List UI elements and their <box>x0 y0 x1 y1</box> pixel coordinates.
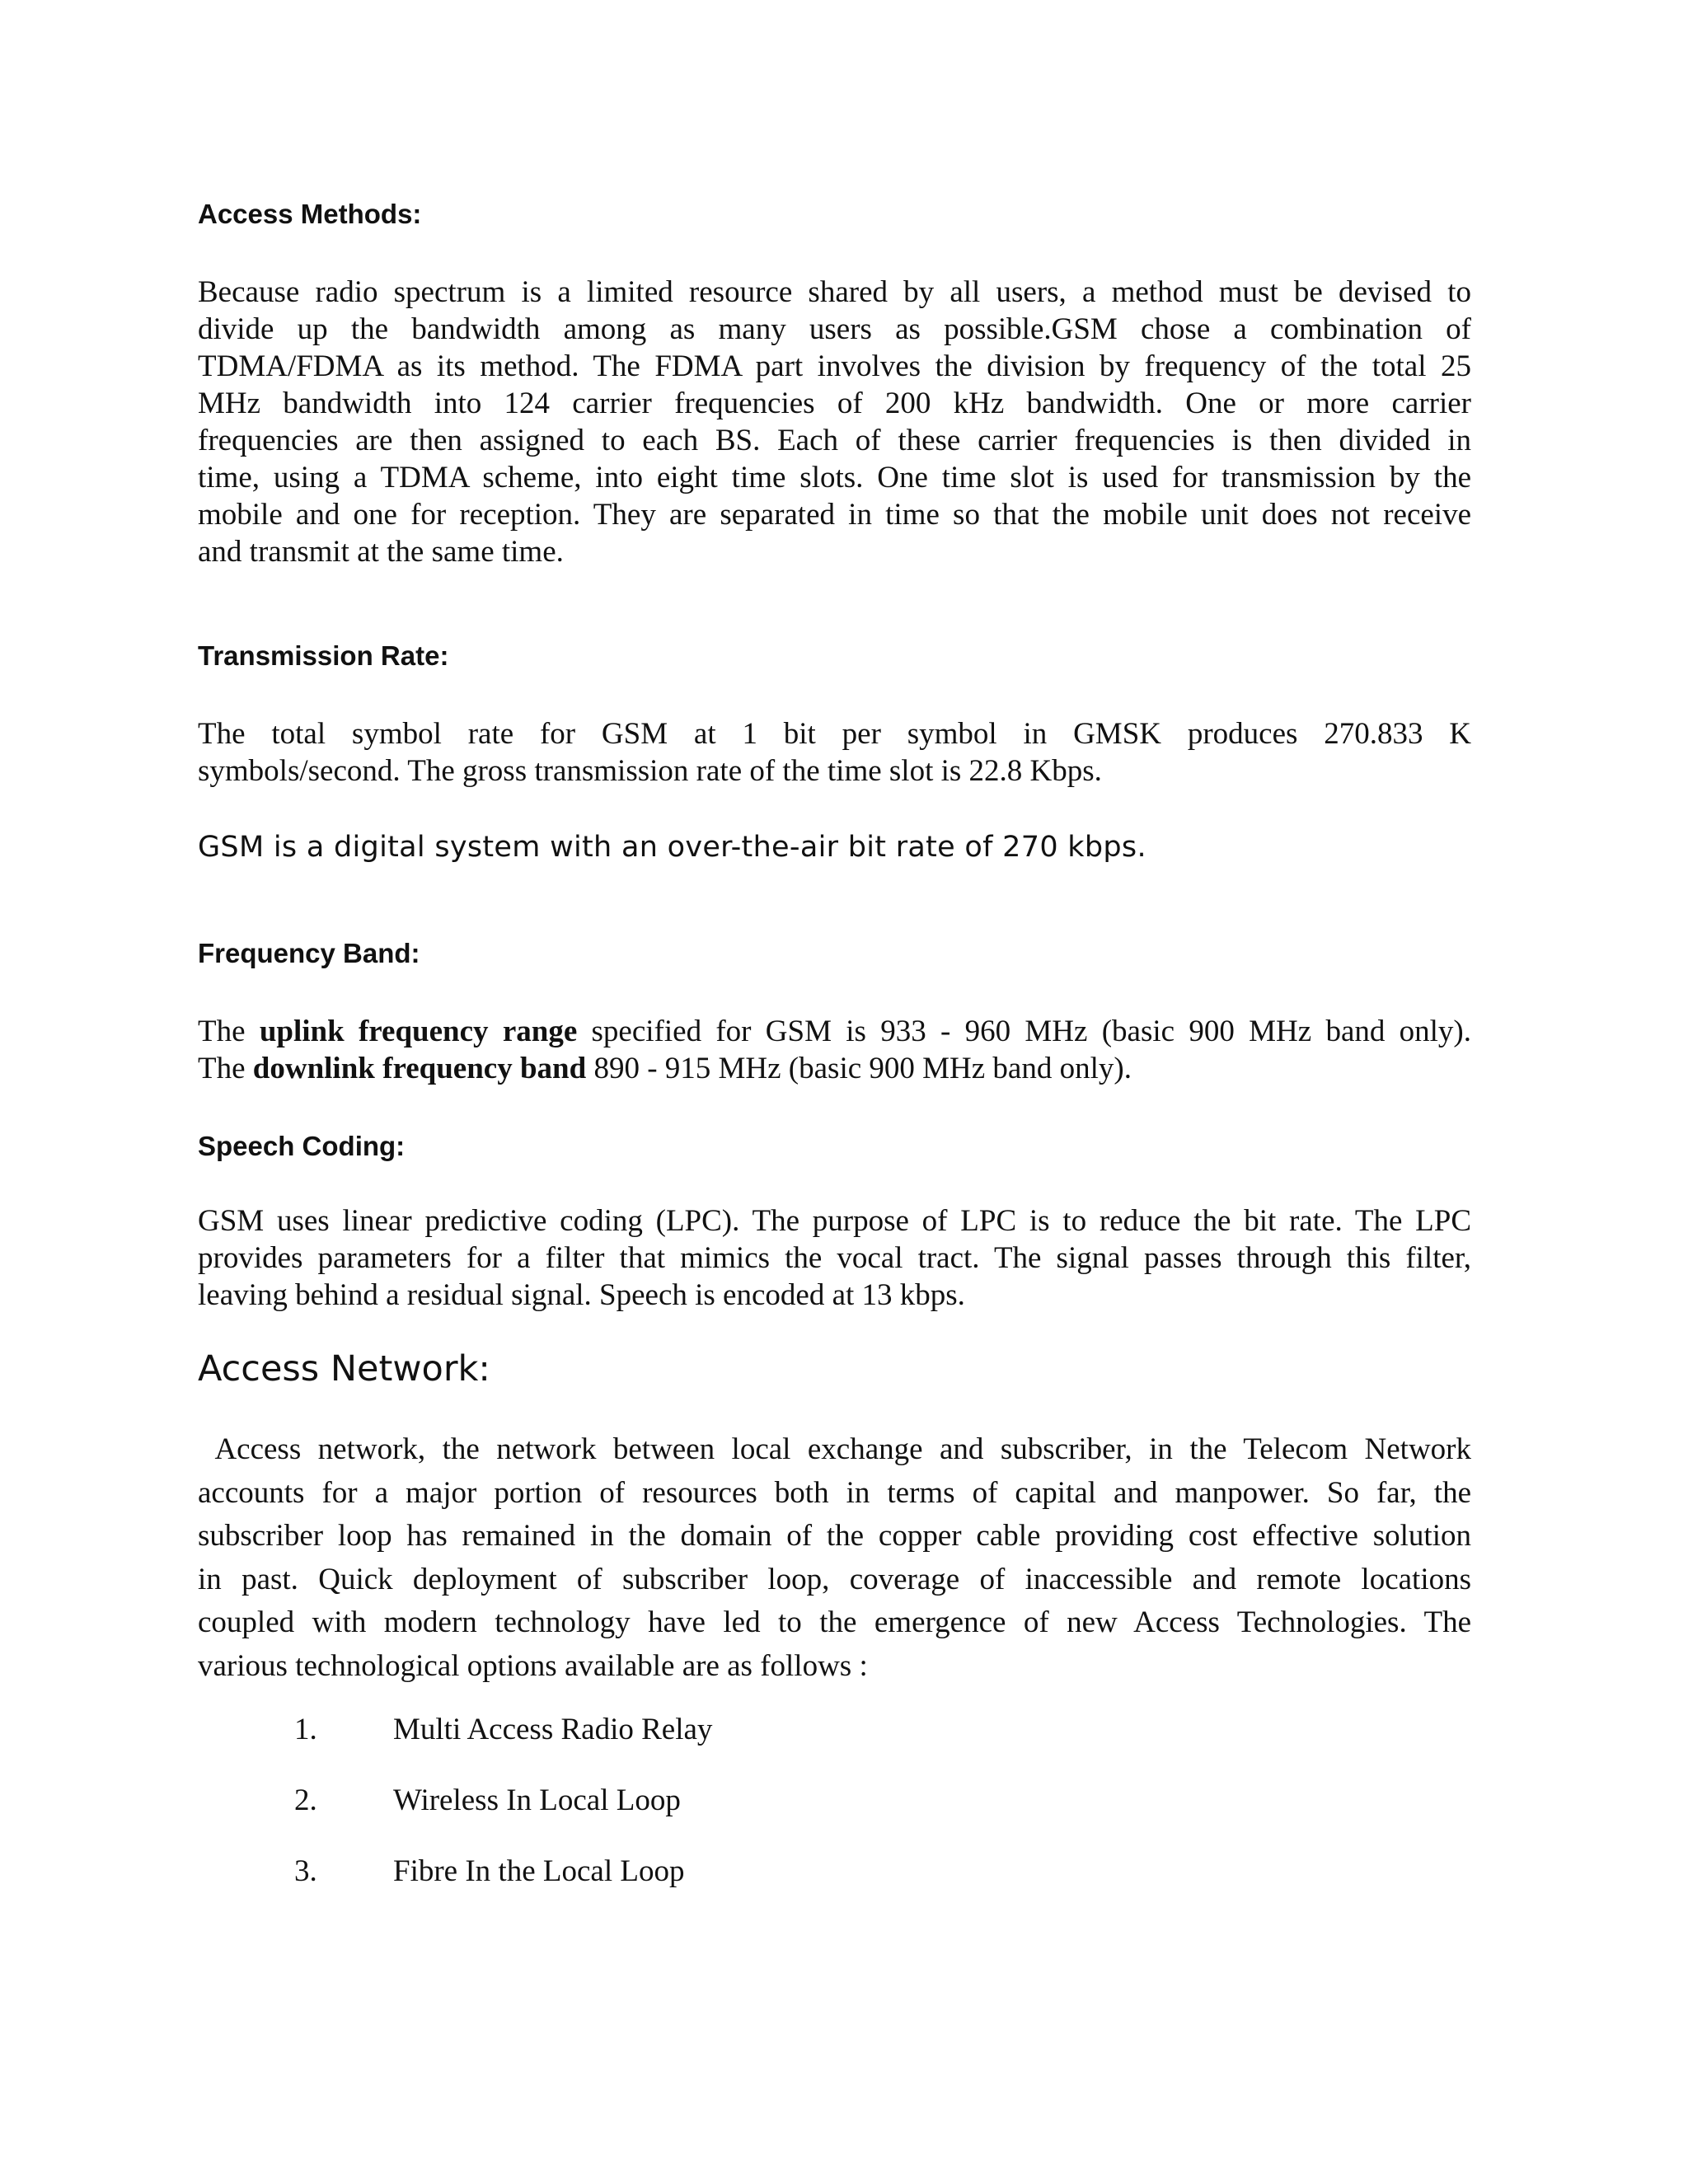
paragraph-line: Access network, the network between local exchange and subscriber, in the Telecom Network <box>198 1432 1472 1466</box>
uplink-term: uplink frequency range <box>259 1015 578 1048</box>
transmission-rate-paragraph <box>198 715 1471 790</box>
transmission-rate-heading: Transmission Rate: <box>198 640 449 671</box>
paragraph-line: frequencies are then assigned to each BS. Each of these carrier frequencies is then divided in <box>198 424 1471 457</box>
paragraph-line: mobile and one for reception. They are separated in time so that the mobile unit does not receive <box>198 498 1471 532</box>
paragraph-line: subscriber loop has remained in the domain of the copper cable providing cost effective solution <box>198 1519 1471 1553</box>
list-item-text: Fibre In the Local Loop <box>393 1854 685 1888</box>
text-segment: The <box>198 1015 260 1048</box>
frequency-band-heading: Frequency Band: <box>198 938 420 968</box>
paragraph-line: The total symbol rate for GSM at 1 bit per symbol in GMSK produces 270.833 K <box>198 717 1471 751</box>
access-network-heading: Access Network: <box>198 1348 490 1390</box>
paragraph-line: MHz bandwidth into 124 carrier frequencies of 200 kHz bandwidth. One or more carrier <box>198 387 1471 420</box>
frequency-band-paragraph <box>198 1013 1471 1087</box>
text-segment: The <box>198 1052 253 1085</box>
paragraph-line: provides parameters for a filter that mimics the vocal tract. The signal passes through this filter, <box>198 1241 1471 1275</box>
paragraph-line: Because radio spectrum is a limited resource shared by all users, a method must be devised to <box>198 275 1471 309</box>
paragraph-line: TDMA/FDMA as its method. The FDMA part involves the division by frequency of the total 25 <box>198 349 1471 383</box>
speech-coding-paragraph <box>198 1202 1471 1314</box>
list-item-text: Multi Access Radio Relay <box>393 1713 713 1746</box>
paragraph-line: time, using a TDMA scheme, into eight time slots. One time slot is used for transmission by the <box>198 461 1471 494</box>
paragraph-line: coupled with modern technology have led to the emergence of new Access Technologies. The <box>198 1605 1471 1639</box>
speech-coding-heading: Speech Coding: <box>198 1131 406 1161</box>
downlink-line <box>198 1050 1471 1087</box>
paragraph-line: symbols/second. The gross transmission rate of the time slot is 22.8 Kbps. <box>198 754 1102 788</box>
downlink-term: downlink frequency band <box>252 1052 587 1085</box>
text-segment: 890 - 915 MHz (basic 900 MHz band only). <box>586 1052 1132 1085</box>
paragraph-line: various technological options available are as follows : <box>198 1648 868 1683</box>
paragraph-line: accounts for a major portion of resources both in terms of capital and manpower. So far, the <box>198 1475 1471 1510</box>
access-network-paragraph <box>198 1428 1471 1688</box>
paragraph-line: leaving behind a residual signal. Speech is encoded at 13 kbps. <box>198 1278 965 1312</box>
list-item-number: 1. <box>294 1713 317 1746</box>
paragraph-line: in past. Quick deployment of subscriber loop, coverage of inaccessible and remote locations <box>198 1562 1471 1596</box>
paragraph-line: GSM uses linear predictive coding (LPC). The purpose of LPC is to reduce the bit rate. The LPC <box>198 1204 1471 1238</box>
list-item-number: 2. <box>294 1783 317 1817</box>
uplink-line <box>198 1013 1471 1050</box>
access-methods-heading: Access Methods: <box>198 199 422 229</box>
gsm-bit-rate-statement: GSM is a digital system with an over-the-air bit rate of 270 kbps. <box>198 831 1146 864</box>
list-item-text: Wireless In Local Loop <box>393 1783 681 1817</box>
list-item-number: 3. <box>294 1854 317 1888</box>
text-segment: specified for GSM is 933 - 960 MHz (basic 900 MHz band only). <box>577 1015 1471 1048</box>
access-methods-paragraph <box>198 274 1471 570</box>
paragraph-line: divide up the bandwidth among as many users as possible.GSM chose a combination of <box>198 312 1471 346</box>
paragraph-line: and transmit at the same time. <box>198 535 564 569</box>
